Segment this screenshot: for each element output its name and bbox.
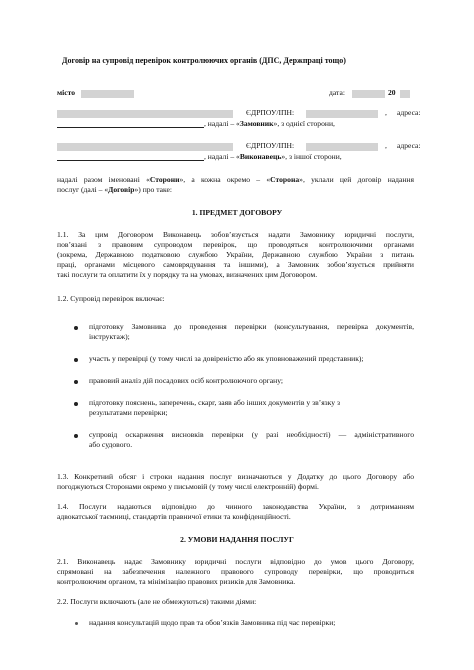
p1-2-intro: 1.2. Супровід перевірок включає:	[57, 294, 165, 303]
city-field[interactable]	[81, 90, 134, 98]
list1-item-2: участь у перевірці (у тому числі за довіреністю або як уповноважений представник);	[89, 354, 364, 363]
party1-edrpou-field[interactable]	[306, 110, 378, 118]
p1-1-line: пов’язані з правовим супроводом перевірок, що проводяться контролюючими органами	[57, 240, 414, 249]
list1-item-1-line-1: підготовку Замовника до проведення перевірки (консультування, перевірка документів,	[89, 322, 414, 331]
list1-item-5-line-2: або судового.	[89, 440, 133, 449]
party1-name-field[interactable]	[57, 110, 233, 118]
party1-address-line[interactable]	[57, 127, 204, 128]
p1-3-line: 1.3. Конкретний обсяг і строки надання послуг визначаються у Додатку до цього Договору або	[57, 472, 414, 481]
p1-3-line: погоджуються Сторонами окремо у письмовій (у тому числі електронній) формі.	[57, 482, 319, 491]
date-label: дата:	[329, 88, 345, 97]
party1-address-label: адреса:	[397, 108, 421, 117]
bullet-icon	[74, 326, 78, 330]
p1-1-line: (зокрема, Державною податковою службою України, Державною службою України з питань	[57, 250, 414, 259]
p2-1-line: спрямовані на забезпечення належного правового супроводу перевірки, що проводиться	[57, 567, 414, 576]
city-label: місто	[57, 88, 76, 97]
list1-item-1-line-2: інструктаж);	[89, 332, 130, 341]
document-title: Договір на супровід перевірок контролюючих органів (ДПС, Держпраці тощо)	[62, 56, 346, 65]
bullet-icon	[75, 622, 78, 625]
party2-name-field[interactable]	[57, 143, 233, 151]
section-2-title: 2. УМОВИ НАДАННЯ ПОСЛУГ	[180, 535, 294, 544]
bullet-icon	[74, 434, 78, 438]
year-prefix: 20	[388, 88, 396, 97]
p1-1-line: 1.1. За цим Договором Виконавець зобов’язується надати Замовнику юридичні послуги,	[57, 230, 414, 239]
list1-item-3: правовий аналіз дій посадових осіб контролюючого органу;	[89, 376, 283, 385]
preamble-line-2: послуг (далі – «Договір») про таке:	[57, 185, 173, 194]
date-field[interactable]	[352, 90, 385, 98]
p1-4-line: 1.4. Послуги надаються відповідно до чинного законодавства України, з дотриманням	[57, 502, 414, 511]
p1-1-line: такі послуги та оплатити їх у порядку та на умовах, визначених цим Договором.	[57, 270, 318, 279]
bullet-icon	[74, 402, 78, 406]
p2-1-line: контролюючим органом, та мінімізацію правових ризиків для Замовника.	[57, 577, 296, 586]
party1-edrpou-label: ЄДРПОУ/ІПН:	[246, 108, 295, 117]
bullet-icon	[74, 358, 78, 362]
p1-4-line: адвокатської таємниці, стандартів правничої етики та конфіденційності.	[57, 512, 291, 521]
section-1-title: 1. ПРЕДМЕТ ДОГОВОРУ	[191, 208, 283, 217]
bullet-icon	[74, 380, 78, 384]
list1-item-4-line-2: результатами перевірки;	[89, 408, 168, 417]
party2-address-comma: ,	[385, 141, 387, 150]
party2-edrpou-field[interactable]	[306, 143, 378, 151]
party2-address-label: адреса:	[397, 141, 421, 150]
year-field[interactable]	[400, 90, 410, 98]
party1-address-comma: ,	[385, 108, 387, 117]
list2-item-1: надання консультацій щодо прав та обов’язків Замовника під час перевірки;	[89, 618, 336, 627]
preamble-line-1: надалі разом іменовані «Сторони», а кожна окремо – «Сторона», уклали цей договір надання	[57, 175, 414, 184]
p2-1-line: 2.1. Виконавець надає Замовнику юридичні послуги відповідно до умов цього Договору,	[57, 557, 414, 566]
party2-edrpou-label: ЄДРПОУ/ІПН:	[246, 141, 295, 150]
party2-address-line[interactable]	[57, 160, 204, 161]
party2-role-line: , надалі – «Виконавець», з іншої сторони,	[204, 152, 342, 161]
list1-item-5-line-1: супровід оскарження висновків перевірки (у разі необхідності) — адміністративного	[89, 430, 414, 439]
p2-2-intro: 2.2. Послуги включають (але не обмежуються) такими діями:	[57, 597, 257, 606]
p1-1-line: праці, органами місцевого самоврядування та іншими), а Замовник зобов’язується прийняти	[57, 260, 414, 269]
list1-item-4-line-1: підготовку пояснень, заперечень, скарг, заяв або інших документів у зв’язку з	[89, 398, 340, 407]
party1-role-line: , надалі – «Замовник», з однієї сторони,	[204, 119, 335, 128]
